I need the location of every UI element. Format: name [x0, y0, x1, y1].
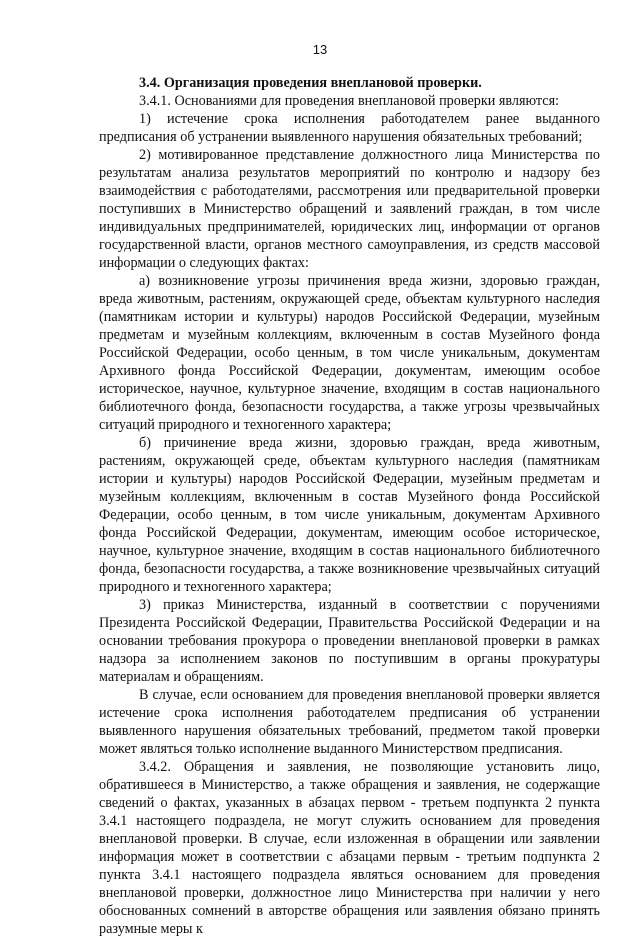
paragraph-item-2: 2) мотивированное представление должностного лица Министерства по результатам анализа результатов мероприятий по контролю и надзору без взаимодействия с работодателями, рассмотрения или предварительной проверки поступивших в Министерство обращений и заявлений граждан, в том числе индивидуальных предпринимателей, юридических лиц, информации от органов государственной власти, органов местного самоуправления, из средств массовой информации о следующих фактах: — [99, 147, 600, 271]
paragraph-prescription-case: В случае, если основанием для проведения внеплановой проверки является истечение срока исполнения работодателем предписания об устранении выявленного нарушения обязательных требований, предметом такой проверки может являться только исполнение выданного Министерством предписания. — [99, 687, 600, 757]
paragraph-item-3: 3) приказ Министерства, изданный в соответствии с поручениями Президента Российской Федерации, Правительства Российской Федерации и на основании требования прокурора о проведении внеплановой проверки в рамках надзора за исполнением законов по поступившим в органы прокуратуры материалам и обращениям. — [99, 597, 600, 685]
paragraph-item-2a: а) возникновение угрозы причинения вреда жизни, здоровью граждан, вреда животным, растениям, окружающей среде, объектам культурного наследия (памятникам истории и культуры) народов Российской Федерации, музейным предметам и музейным коллекциям, включенным в состав Музейного фонда Российской Федерации, особо ценным, в том числе уникальным, документам Архивного фонда Российской Федерации, документам, имеющим особое историческое, научное, культурное значение, входящим в состав национального библиотечного фонда, безопасности государства, а также угрозы чрезвычайных ситуаций природного и техногенного характера; — [99, 273, 600, 433]
paragraph-3-4-1: 3.4.1. Основаниями для проведения внеплановой проверки являются: — [139, 93, 560, 109]
paragraph-item-2b: б) причинение вреда жизни, здоровью граждан, вреда животным, растениям, окружающей среде, объектам культурного наследия (памятникам истории и культуры) народов Российской Федерации, музейным предметам и музейным коллекциям, включенным в состав Музейного фонда Российской Федерации, особо ценным, в том числе уникальным, документам Архивного фонда Российской Федерации, документам, имеющим особое историческое, научное, культурное значение, входящим в состав национального библиотечного фонда, безопасности государства, а также возникновение чрезвычайных ситуаций природного и техногенного характера; — [99, 435, 600, 595]
paragraph-item-1: 1) истечение срока исполнения работодателем ранее выданного предписания об устранении выявленного нарушения обязательных требований; — [99, 111, 600, 145]
paragraph-3-4-2: 3.4.2. Обращения и заявления, не позволяющие установить лицо, обратившееся в Министерство, а также обращения и заявления, не содержащие сведений о фактах, указанных в абзацах первом - третьем подпункта 2 пункта 3.4.1 настоящего подраздела, не могут служить основанием для проведения внеплановой проверки. В случае, если изложенная в обращении или заявлении информация может в соответствии с абзацами первым - третьим подпункта 2 пункта 3.4.1 настоящего подраздела являться основанием для проведения внеплановой проверки, должностное лицо Министерства при наличии у него обоснованных сомнений в авторстве обращения или заявления обязано принять разумные меры к — [99, 759, 600, 937]
section-heading: 3.4. Организация проведения внеплановой проверки. — [139, 75, 482, 91]
page-number: 13 — [312, 42, 328, 57]
page-content — [99, 74, 600, 938]
